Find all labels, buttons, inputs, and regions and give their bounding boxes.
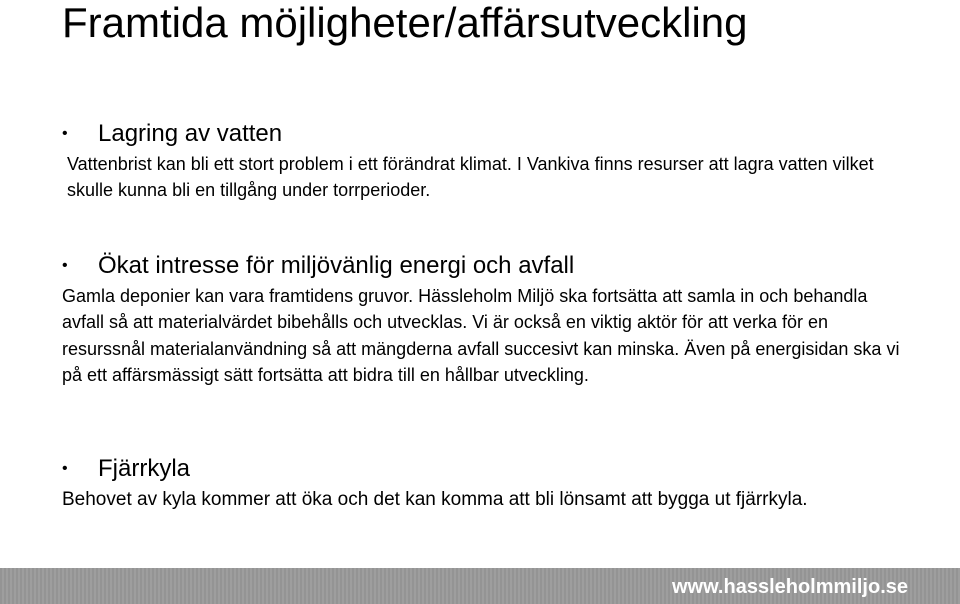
bullet-row: [62, 453, 907, 485]
bullet-icon: •: [62, 125, 68, 142]
section-energy-waste: [62, 250, 907, 389]
bullet-row: [62, 118, 907, 150]
bullet-icon: •: [62, 460, 68, 477]
section-heading: Fjärrkyla: [98, 455, 191, 482]
footer-bar: [0, 568, 960, 604]
section-body: Gamla deponier kan vara framtidens gruvor. Hässleholm Miljö ska fortsätta att samla in och behandla avfall så att materialvärdet bibehålls och utvecklas. Vi är också en viktig aktör för att verka för en resurssnål materialanvändning så att mängderna avfall succesivt kan minska. Även på energisidan ska vi på ett affärsmässigt sätt fortsätta att bidra till en hållbar utveckling.: [62, 286, 900, 386]
section-heading: Lagring av vatten: [98, 120, 283, 147]
bullet-row: [62, 250, 907, 282]
footer-url: www.hassleholmmiljo.se: [672, 576, 908, 598]
section-body: Behovet av kyla kommer att öka och det kan komma att bli lönsamt att bygga ut fjärrkyla.: [62, 489, 808, 510]
section-water-storage: [62, 118, 907, 203]
section-district-cooling: [62, 453, 907, 513]
slide-title: Framtida möjligheter/affärsutveckling: [62, 0, 748, 46]
section-body: Vattenbrist kan bli ett stort problem i ett förändrat klimat. I Vankiva finns resurser att lagra vatten vilket skulle kunna bli en tillgång under torrperioder.: [67, 154, 874, 200]
section-heading: Ökat intresse för miljövänlig energi och avfall: [98, 252, 575, 279]
bullet-icon: •: [62, 257, 68, 274]
